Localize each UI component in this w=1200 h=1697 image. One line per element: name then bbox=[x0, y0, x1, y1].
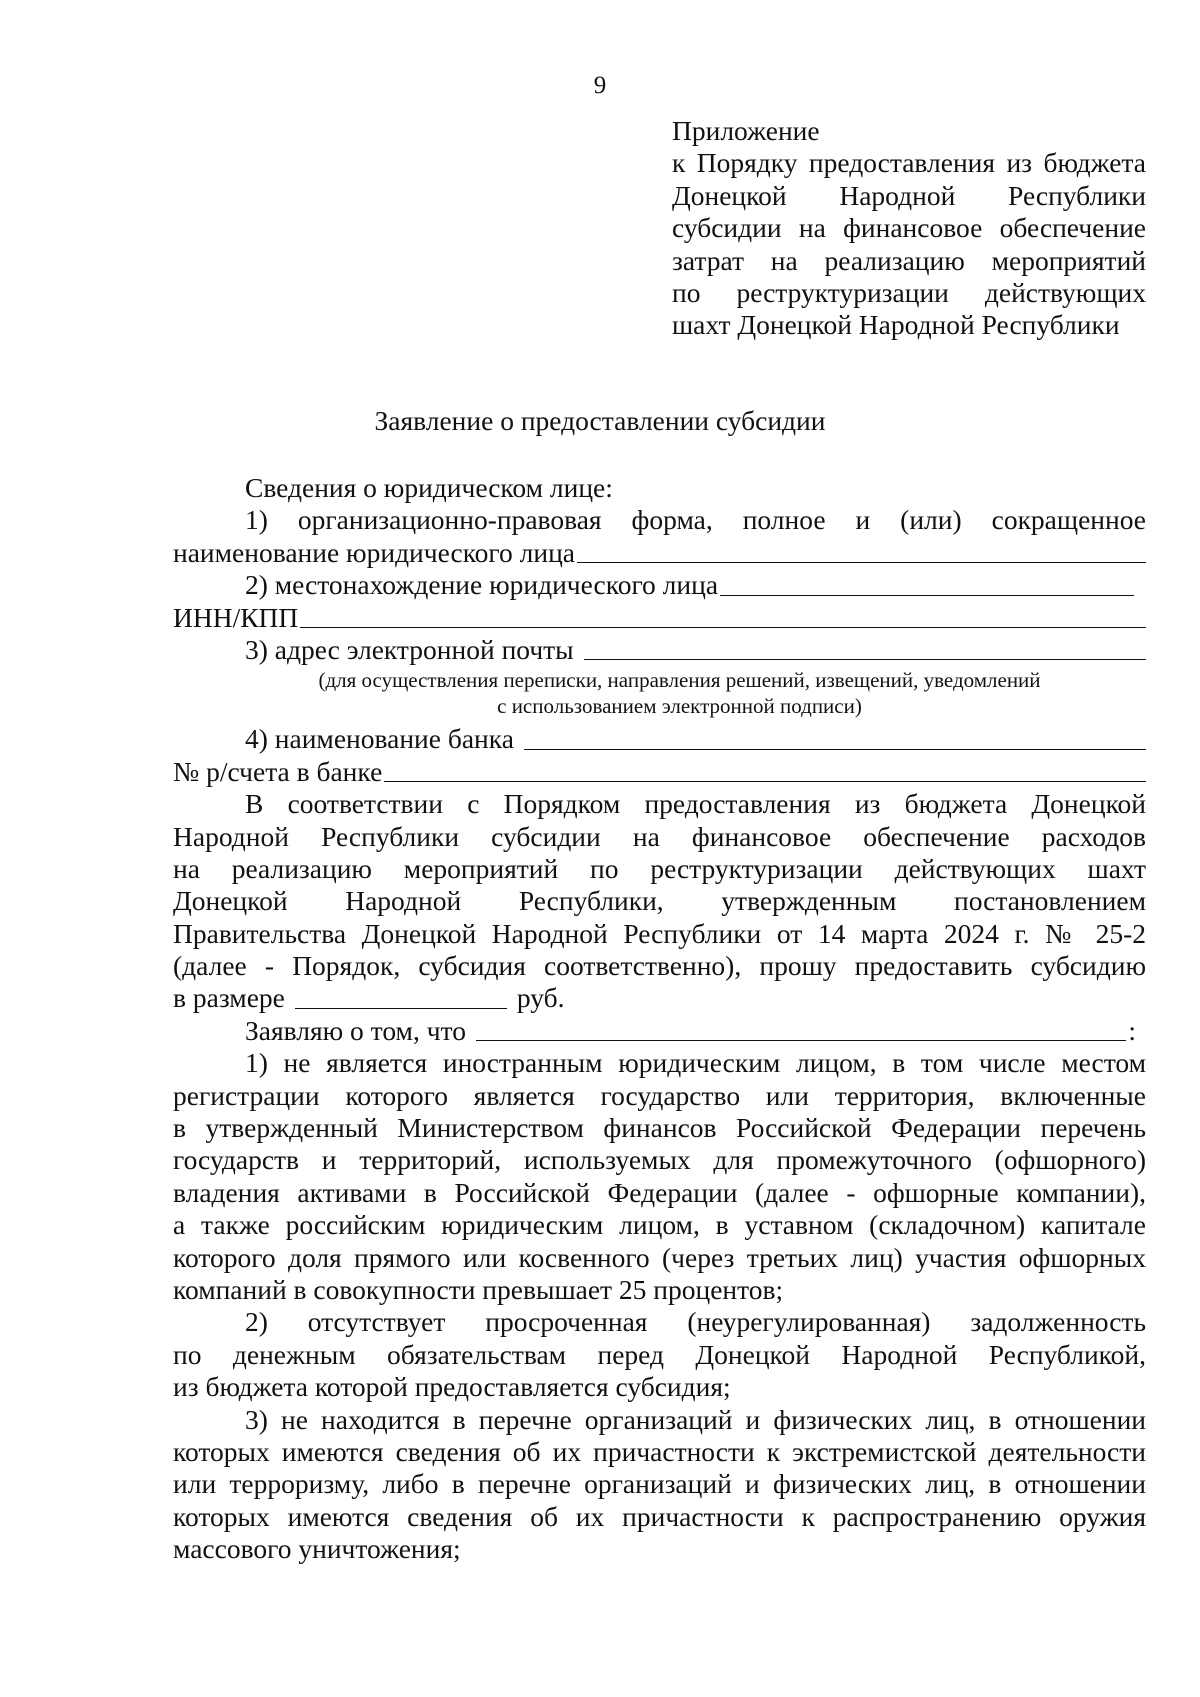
form-item4-row bbox=[173, 723, 1146, 755]
form-item3-label: 3) адрес электронной почты bbox=[245, 633, 574, 665]
page-number: 9 bbox=[593, 72, 607, 99]
clause1-line: 1) не является иностранным юридическим лицом, в том числе местом bbox=[245, 1047, 1146, 1079]
clause3-line: массового уничтожения; bbox=[173, 1533, 461, 1565]
form-item2-row bbox=[173, 569, 1146, 601]
declarant-field[interactable] bbox=[476, 1016, 1126, 1041]
appendix-line: по реструктуризации действующих bbox=[672, 277, 1146, 309]
declare-label: Заявляю о том, что bbox=[245, 1014, 466, 1046]
form-item2-label: 2) местонахождение юридического лица bbox=[245, 569, 719, 601]
amount-field[interactable] bbox=[295, 984, 507, 1009]
appendix-line: к Порядку предоставления из бюджета bbox=[672, 147, 1146, 179]
clause1-line: компаний в совокупности превышает 25 процентов; bbox=[173, 1273, 784, 1305]
declare-row bbox=[173, 1015, 1146, 1047]
email-field[interactable] bbox=[584, 635, 1146, 660]
paragraph-line: Донецкой Народной Республики, утвержденным постановлением bbox=[173, 885, 1146, 917]
form-item1-row bbox=[173, 537, 1146, 569]
document-body bbox=[173, 472, 1146, 1566]
declare-colon: : bbox=[1128, 1014, 1136, 1046]
clause3-line: которых имеются сведения об их причастности к распространению оружия bbox=[173, 1500, 1146, 1532]
form-inn-label: ИНН/КПП bbox=[173, 601, 299, 633]
appendix-header bbox=[672, 115, 1146, 342]
form-item1-label: наименование юридического лица bbox=[173, 536, 575, 568]
appendix-line: Приложение bbox=[672, 115, 820, 146]
paragraph-line: (далее - Порядок, субсидия соответственно), прошу предоставить субсидию bbox=[173, 950, 1146, 982]
paragraph-line: В соответствии с Порядком предоставления из бюджета Донецкой bbox=[245, 788, 1146, 820]
clause3-line: 3) не находится в перечне организаций и физических лиц, в отношении bbox=[245, 1403, 1146, 1435]
clause1-line: владения активами в Российской Федерации (далее - офшорные компании), bbox=[173, 1176, 1146, 1208]
email-note-line: с использованием электронной подписи) bbox=[497, 694, 862, 719]
appendix-line: затрат на реализацию мероприятий bbox=[672, 244, 1146, 276]
clause3-line: или терроризму, либо в перечне организаций и физических лиц, в отношении bbox=[173, 1468, 1146, 1500]
form-item4-label: 4) наименование банка bbox=[245, 723, 514, 755]
clause3-line: которых имеются сведения об их причастности к экстремистской деятельности bbox=[173, 1435, 1146, 1467]
email-note-line: (для осуществления переписки, направления решений, извещений, уведомлений bbox=[318, 668, 1041, 693]
clause1-line: а также российским юридическим лицом, в уставном (складочном) капитале bbox=[173, 1209, 1146, 1241]
amount-unit: руб. bbox=[516, 982, 565, 1014]
legal-name-field[interactable] bbox=[577, 538, 1146, 563]
clause1-line: которого доля прямого или косвенного (через третьих лиц) участия офшорных bbox=[173, 1241, 1146, 1273]
appendix-line: шахт Донецкой Народной Республики bbox=[672, 309, 1120, 341]
appendix-line: Донецкой Народной Республики bbox=[672, 179, 1146, 211]
form-intro: Сведения о юридическом лице: bbox=[245, 472, 613, 503]
form-item1-line1: 1) организационно-правовая форма, полное и (или) сокращенное bbox=[245, 504, 1146, 536]
clause1-line: государств и территорий, используемых для промежуточного (офшорного) bbox=[173, 1144, 1146, 1176]
paragraph-line: Народной Республики субсидии на финансовое обеспечение расходов bbox=[173, 820, 1146, 852]
clause2-line: по денежным обязательствам перед Донецкой Народной Республикой, bbox=[173, 1338, 1146, 1370]
appendix-line: субсидии на финансовое обеспечение bbox=[672, 212, 1146, 244]
form-inn-row bbox=[173, 602, 1146, 634]
amount-label: в размере bbox=[173, 982, 285, 1014]
paragraph-line: Правительства Донецкой Народной Республики от 14 марта 2024 г. № 25-2 bbox=[173, 917, 1146, 949]
bank-account-field[interactable] bbox=[384, 757, 1146, 782]
clause2-line: 2) отсутствует просроченная (неурегулированная) задолженность bbox=[245, 1306, 1146, 1338]
clause2-line: из бюджета которой предоставляется субсидия; bbox=[173, 1371, 731, 1403]
inn-kpp-field[interactable] bbox=[300, 603, 1146, 628]
amount-row bbox=[173, 982, 1146, 1014]
bank-name-field[interactable] bbox=[524, 725, 1146, 750]
form-account-row bbox=[173, 756, 1146, 788]
email-field-note bbox=[173, 667, 1146, 719]
clause1-line: регистрации которого является государство или территория, включенные bbox=[173, 1079, 1146, 1111]
form-account-label: № р/счета в банке bbox=[173, 755, 383, 787]
clause1-line: в утвержденный Министерством финансов Российской Федерации перечень bbox=[173, 1112, 1146, 1144]
form-item3-row bbox=[173, 634, 1146, 666]
location-field[interactable] bbox=[720, 571, 1134, 596]
document-title: Заявление о предоставлении субсидии bbox=[374, 405, 826, 436]
paragraph-line: на реализацию мероприятий по реструктуризации действующих шахт bbox=[173, 852, 1146, 884]
